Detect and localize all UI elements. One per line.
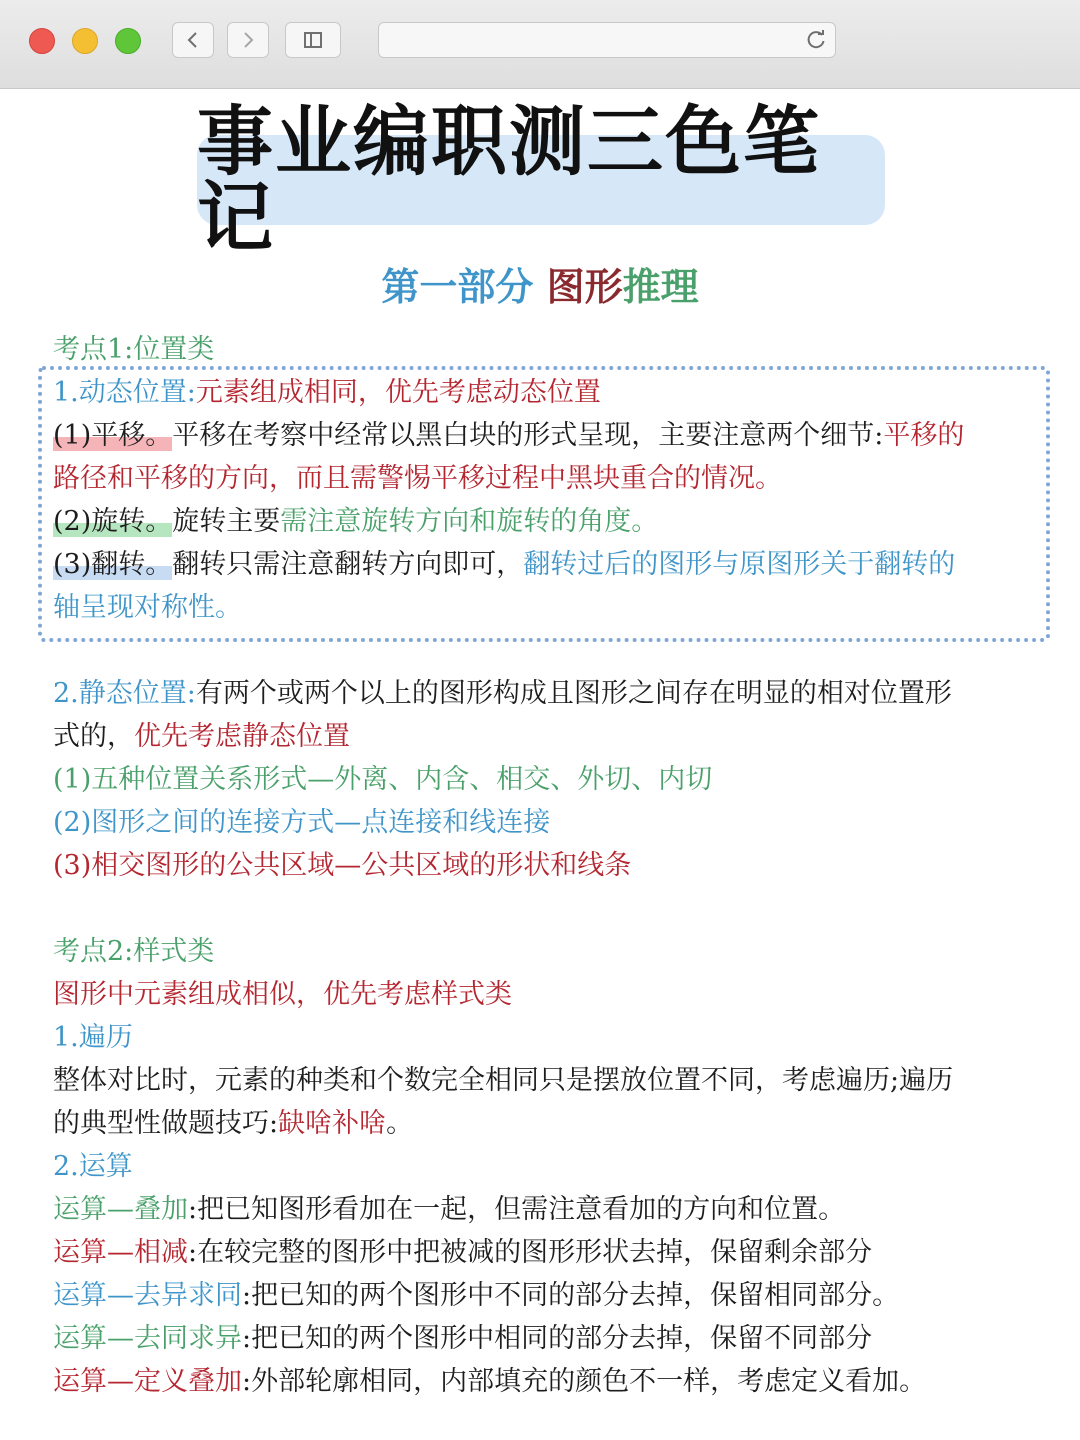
traverse-text: 整体对比时，元素的种类和个数完全相同只是摆放位置不同，考虑遍历;遍历 xyxy=(53,1065,954,1096)
reload-icon[interactable] xyxy=(805,29,827,55)
static-item2: (2)图形之间的连接方式—点连接和线连接 xyxy=(53,807,551,838)
rotate-label: (2)旋转。 xyxy=(53,506,173,537)
chevron-right-icon xyxy=(241,31,255,49)
dynamic-label: 1.动态位置: xyxy=(53,377,196,408)
static-position-line xyxy=(53,672,952,715)
static-text: 有两个或两个以上的图形构成且图形之间存在明显的相对位置形 xyxy=(195,678,952,709)
op-text: :把已知的两个图形中相同的部分去掉，保留不同部分 xyxy=(242,1323,873,1354)
op-line xyxy=(53,1274,899,1317)
op-name: 运算—去异求同 xyxy=(53,1280,242,1311)
chevron-left-icon xyxy=(186,31,200,49)
sidebar-icon xyxy=(303,31,323,49)
static-item1: (1)五种位置关系形式—外离、内含、相交、外切、内切 xyxy=(53,764,713,795)
subtitle-part3: 推理 xyxy=(622,265,699,309)
section-subtitle xyxy=(0,256,1080,311)
traverse-end: 。 xyxy=(386,1108,414,1139)
subtitle-part2: 图形 xyxy=(546,265,623,309)
flip-emph: 翻转过后的图形与原图形关于翻转的 xyxy=(523,549,956,580)
traverse-line2 xyxy=(53,1102,413,1145)
translate-line2: 路径和平移的方向，而且需警惕平移过程中黑块重合的情况。 xyxy=(53,463,782,494)
translate-text: 平移在考察中经常以黑白块的形式呈现，主要注意两个细节: xyxy=(172,420,884,451)
static-rule: 优先考虑静态位置 xyxy=(134,721,350,752)
section1-heading: 考点1:位置类 xyxy=(53,334,215,365)
close-window-button[interactable] xyxy=(29,28,55,54)
title-banner xyxy=(197,97,885,262)
browser-toolbar xyxy=(0,0,1080,89)
op-name: 运算—去同求异 xyxy=(53,1323,242,1354)
minimize-window-button[interactable] xyxy=(72,28,98,54)
translate-label: (1)平移。 xyxy=(53,420,173,451)
op-text: :把已知图形看加在一起，但需注意看加的方向和位置。 xyxy=(188,1194,846,1225)
back-button[interactable] xyxy=(172,22,214,58)
flip-text: 翻转只需注意翻转方向即可， xyxy=(172,549,524,580)
op-text: :外部轮廓相同，内部填充的颜色不一样，考虑定义看加。 xyxy=(242,1366,927,1397)
traverse-emph: 缺啥补啥 xyxy=(278,1108,387,1139)
sidebar-toggle-button[interactable] xyxy=(285,22,341,58)
ops-label: 2.运算 xyxy=(53,1151,133,1182)
op-line xyxy=(53,1317,872,1360)
zoom-window-button[interactable] xyxy=(115,28,141,54)
static-text2: 式的， xyxy=(53,721,134,752)
flip-line xyxy=(53,543,955,586)
translate-emph: 平移的 xyxy=(883,420,965,451)
op-text: :在较完整的图形中把被减的图形形状去掉，保留剩余部分 xyxy=(188,1237,873,1268)
forward-button[interactable] xyxy=(227,22,269,58)
section2-heading: 考点2:样式类 xyxy=(53,936,215,967)
section2-rule: 图形中元素组成相似，优先考虑样式类 xyxy=(53,979,512,1010)
address-bar[interactable] xyxy=(378,22,836,58)
rotate-text: 旋转主要 xyxy=(172,506,281,537)
op-name: 运算—叠加 xyxy=(53,1194,188,1225)
dynamic-position-title xyxy=(53,371,601,414)
op-name: 运算—相减 xyxy=(53,1237,188,1268)
op-text: :把已知的两个图形中不同的部分去掉，保留相同部分。 xyxy=(242,1280,900,1311)
dynamic-rule: 元素组成相同，优先考虑动态位置 xyxy=(195,377,601,408)
op-line xyxy=(53,1231,872,1274)
page-title: 事业编职测三色笔记 xyxy=(197,97,821,262)
rotate-line xyxy=(53,500,658,543)
op-line xyxy=(53,1188,845,1231)
flip-label: (3)翻转。 xyxy=(53,549,173,580)
subtitle-part1: 第一部分 xyxy=(381,265,534,309)
op-line xyxy=(53,1360,926,1403)
traverse-label: 1.遍历 xyxy=(53,1022,133,1053)
static-label: 2.静态位置: xyxy=(53,678,196,709)
flip-line2: 轴呈现对称性。 xyxy=(53,592,242,623)
op-name: 运算—定义叠加 xyxy=(53,1366,242,1397)
traverse-text2: 的典型性做题技巧: xyxy=(53,1108,279,1139)
static-item3: (3)相交图形的公共区域—公共区域的形状和线条 xyxy=(53,850,632,881)
static-position-line2 xyxy=(53,715,350,758)
translate-line xyxy=(53,414,964,457)
rotate-emph: 需注意旋转方向和旋转的角度。 xyxy=(280,506,659,537)
